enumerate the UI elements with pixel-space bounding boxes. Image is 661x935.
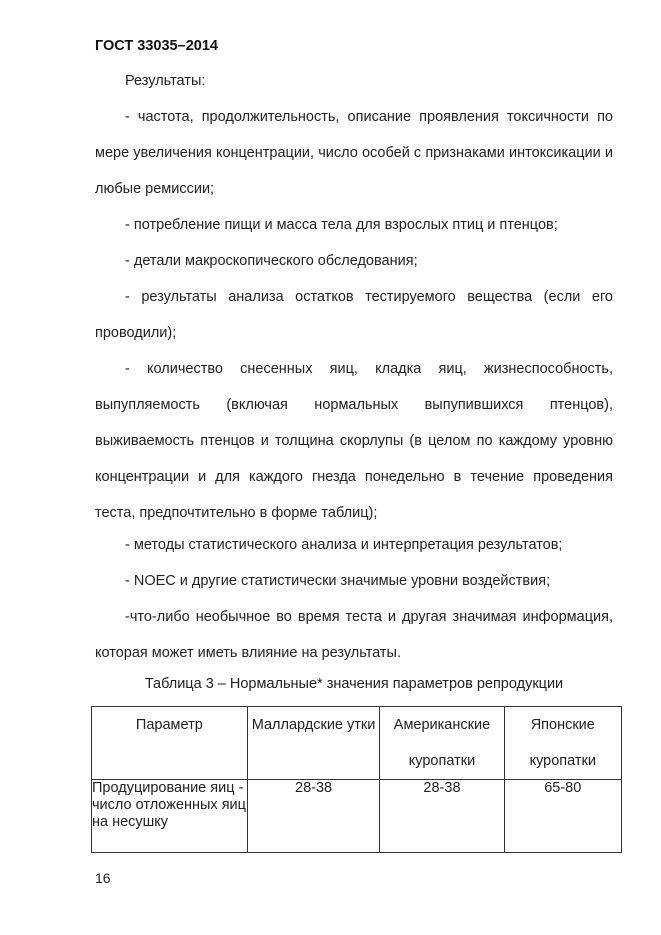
result-item-1: - частота, продолжительность, описание проявления токсичности по мере увеличения концентрации, число особей с признаками интоксикации и любые ремиссии;: [95, 109, 613, 197]
table-caption: Таблица 3 – Нормальные* значения параметров репродукции: [144, 676, 564, 692]
result-item-4: - результаты анализа остатков тестируемого вещества (если его проводили);: [95, 289, 613, 341]
result-item-5: - количество снесенных яиц, кладка яиц, жизнеспособность, выпупляемость (включая нормальных выпупившихся птенцов), выживаемость птенцов и толщина скорлупы (в целом по каждому уровню концентрации и для каждого гнезда понедельно в течение проведения теста, предпочтительно в форме таблиц);: [95, 361, 613, 521]
header-japanese-quail: Японские куропатки: [504, 707, 621, 780]
cell-mallard-value: 28-38: [247, 780, 380, 853]
table-header-row: [92, 707, 622, 780]
result-item-7: - NOEC и другие статистически значимые уровни воздействия;: [125, 573, 551, 589]
reproduction-params-table: [91, 706, 622, 853]
cell-japanese-quail-value: 65-80: [504, 780, 621, 853]
document-header: ГОСТ 33035–2014: [95, 38, 218, 54]
page-number: 16: [95, 870, 111, 886]
results-heading: Результаты:: [125, 73, 206, 89]
header-american-quail: Американские куропатки: [380, 707, 504, 780]
result-item-2: - потребление пищи и масса тела для взрослых птиц и птенцов;: [125, 217, 558, 233]
header-mallard-ducks: Маллардские утки: [247, 707, 380, 780]
table-row: [92, 780, 622, 853]
row-parameter-label: Продуцирование яиц - число отложенных яиц на несушку: [92, 780, 248, 853]
result-item-3: - детали макроскопического обследования;: [125, 253, 418, 269]
cell-american-quail-value: 28-38: [380, 780, 504, 853]
result-item-6: - методы статистического анализа и интерпретация результатов;: [125, 537, 563, 553]
header-parameter: Параметр: [92, 707, 248, 780]
result-item-8: -что-либо необычное во время теста и другая значимая информация, которая может иметь влияние на результаты.: [95, 609, 613, 661]
